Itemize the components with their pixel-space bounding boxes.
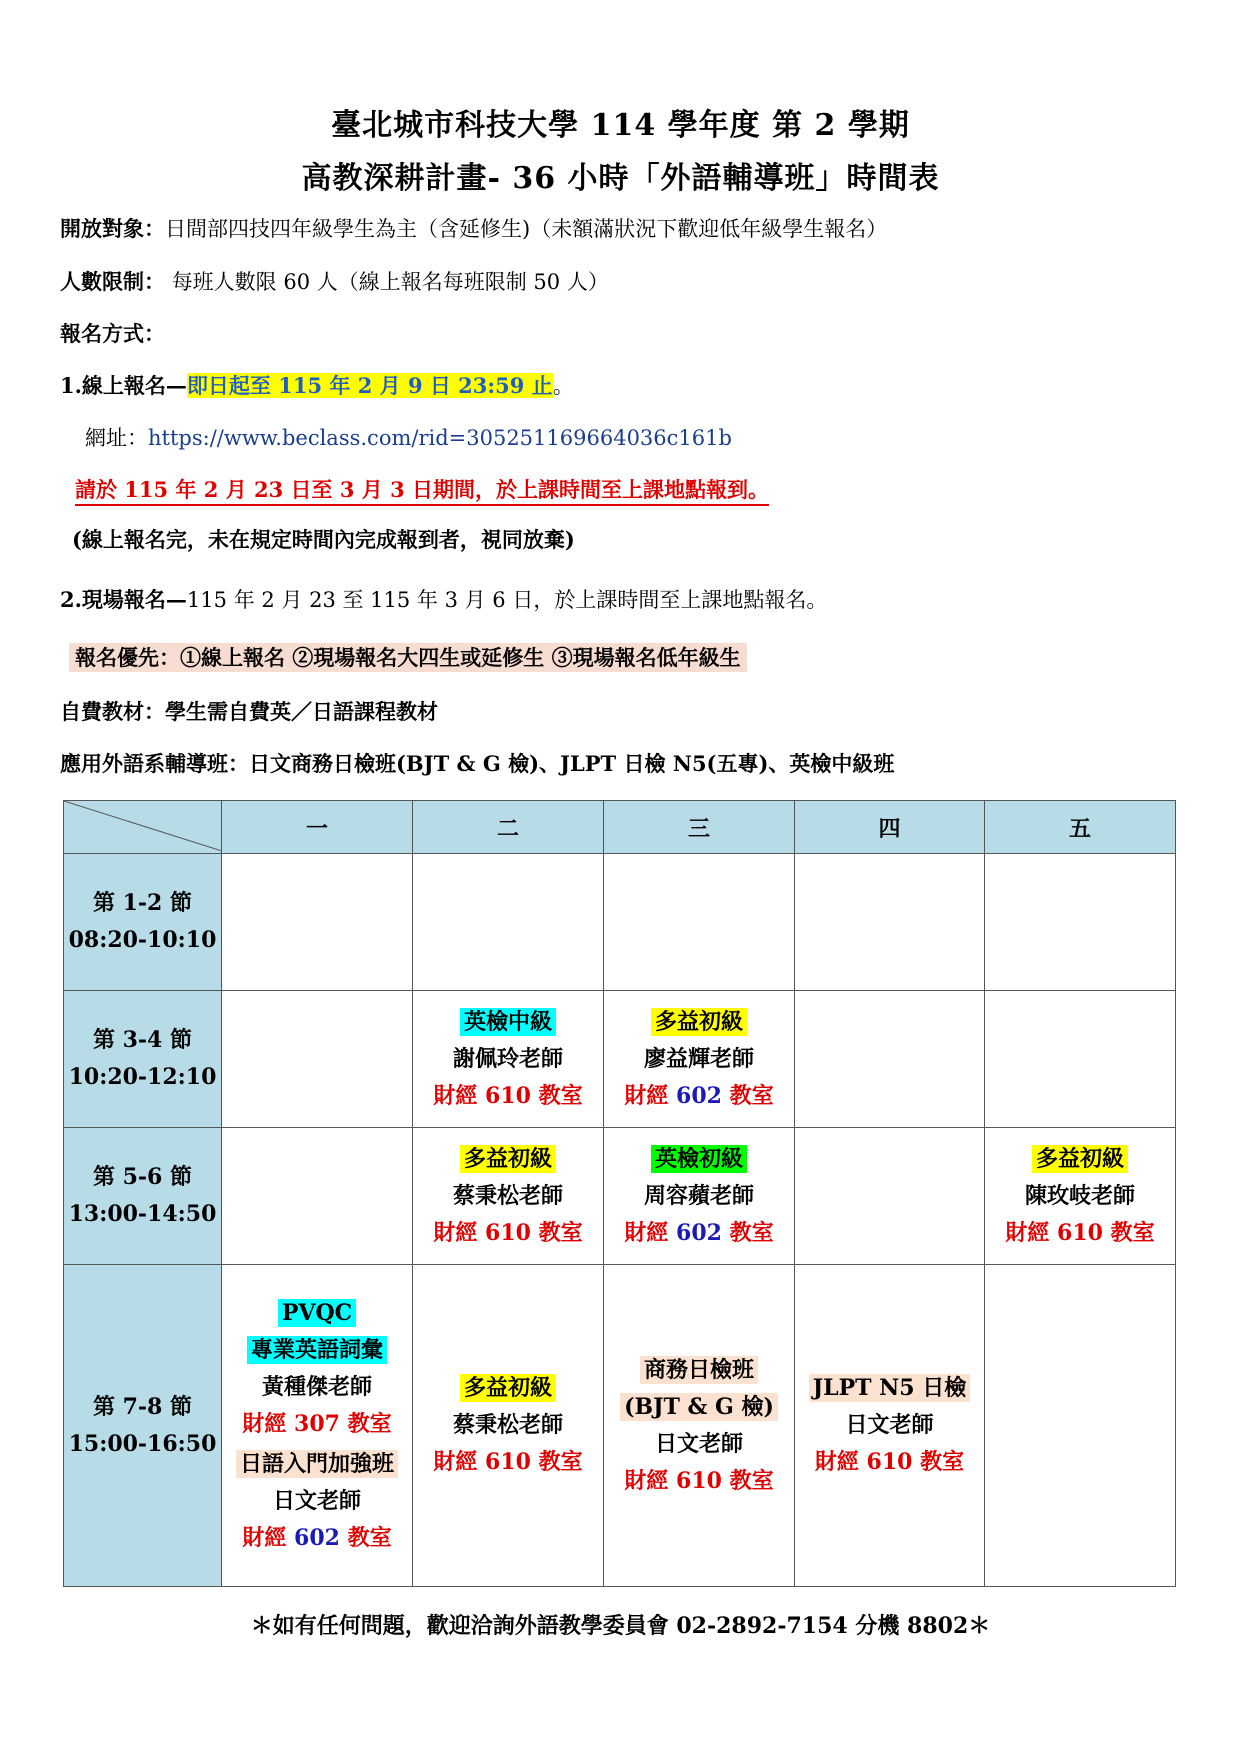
room: 財經 610 教室 — [1005, 1219, 1155, 1246]
course-name: PVQC — [278, 1299, 356, 1327]
course-name: 日語入門加強班 — [236, 1450, 398, 1478]
teacher-name: 謝佩玲老師 — [452, 1045, 563, 1072]
class-cell — [604, 1128, 795, 1265]
empty-cell — [222, 1128, 413, 1265]
day-header: 二 — [413, 801, 604, 854]
online-label: 1.線上報名— — [60, 373, 187, 398]
course-name: 多益初級 — [460, 1145, 556, 1173]
url-label: 網址： — [85, 426, 148, 450]
period-header: 第 3-4 節 10:20-12:10 — [64, 991, 222, 1128]
room: 財經 602 教室 — [242, 1524, 392, 1551]
day-header: 五 — [985, 801, 1176, 854]
limit-label: 人數限制： — [60, 269, 165, 294]
course-name: (BJT & G 檢) — [620, 1393, 778, 1421]
day-header: 四 — [795, 801, 985, 854]
priority-line — [69, 642, 747, 672]
period-header: 第 1-2 節 08:20-10:10 — [64, 854, 222, 991]
teacher-name: 周容蘋老師 — [643, 1182, 754, 1209]
forfeit-notice: (線上報名完，未在規定時間內完成報到者，視同放棄) — [72, 527, 575, 552]
room: 財經 610 教室 — [624, 1467, 774, 1494]
teacher-name: 黃種傑老師 — [261, 1373, 372, 1400]
online-period: 。 — [552, 374, 574, 398]
onsite-value: 115 年 2 月 23 至 115 年 3 月 6 日，於上課時間至上課地點報名。 — [186, 588, 828, 612]
class-cell — [222, 1265, 413, 1587]
period-header: 第 5-6 節 13:00-14:50 — [64, 1128, 222, 1265]
contact-footer: ＊如有任何問題，歡迎洽詢外語教學委員會 02-2892-7154 分機 8802＊ — [250, 1613, 991, 1639]
report-notice: 請於 115 年 2 月 23 日至 3 月 3 日期間，於上課時間至上課地點報到。 — [75, 477, 769, 506]
table-row — [64, 854, 1176, 991]
class-cell — [604, 1265, 795, 1587]
room: 財經 610 教室 — [433, 1449, 583, 1475]
teacher-name: 日文老師 — [845, 1412, 934, 1438]
room: 財經 307 教室 — [242, 1410, 392, 1437]
course-name: 英檢初級 — [651, 1145, 747, 1173]
course-name: 英檢中級 — [460, 1008, 556, 1036]
audience-value: 日間部四技四年級學生為主（含延修生)（未額滿狀況下歡迎低年級學生報名） — [165, 217, 888, 241]
empty-cell — [795, 991, 985, 1128]
course-name: 多益初級 — [651, 1008, 747, 1036]
class-cell — [413, 991, 604, 1128]
course-name: JLPT N5 日檢 — [809, 1374, 971, 1402]
online-signup-line — [60, 370, 574, 400]
signup-url-link[interactable]: https://www.beclass.com/rid=305251169664036c161b — [148, 426, 732, 450]
class-cell — [604, 991, 795, 1128]
room: 財經 610 教室 — [433, 1082, 583, 1109]
room: 財經 602 教室 — [624, 1219, 774, 1246]
room: 財經 610 教室 — [433, 1219, 583, 1246]
room: 財經 610 教室 — [814, 1449, 965, 1475]
empty-cell — [795, 1128, 985, 1265]
page-title: 臺北城市科技大學 114 學年度 第 2 學期 — [331, 108, 910, 143]
teacher-name: 廖益輝老師 — [643, 1045, 754, 1072]
teacher-name: 蔡秉松老師 — [452, 1182, 563, 1209]
table-row — [64, 991, 1176, 1128]
course-name: 多益初級 — [1032, 1145, 1128, 1173]
teacher-name: 蔡秉松老師 — [452, 1412, 563, 1438]
url-line — [85, 422, 732, 452]
signup-label: 報名方式： — [60, 321, 165, 346]
empty-cell — [795, 854, 985, 991]
priority-text: 報名優先：①線上報名 ②現場報名大四生或延修生 ③現場報名低年級生 — [69, 643, 747, 672]
limit-value: 每班人數限 60 人（線上報名每班限制 50 人） — [171, 270, 609, 294]
course-name: 多益初級 — [460, 1374, 556, 1402]
page-subtitle: 高教深耕計畫- 36 小時「外語輔導班」時間表 — [301, 161, 940, 196]
day-header: 三 — [604, 801, 795, 854]
period-header: 第 7-8 節 15:00-16:50 — [64, 1265, 222, 1587]
class-cell — [795, 1265, 985, 1587]
corner-cell — [64, 801, 222, 854]
empty-cell — [985, 991, 1176, 1128]
teacher-name: 日文老師 — [272, 1487, 361, 1514]
empty-cell — [604, 854, 795, 991]
empty-cell — [222, 854, 413, 991]
table-row — [64, 1128, 1176, 1265]
report-notice-line — [75, 474, 769, 504]
table-row — [64, 1265, 1176, 1587]
diagonal-line-icon — [64, 801, 222, 851]
materials-line: 自費教材：學生需自費英／日語課程教材 — [60, 699, 438, 724]
empty-cell — [413, 854, 604, 991]
schedule-table — [63, 800, 1176, 1587]
course-name: 商務日檢班 — [640, 1356, 758, 1384]
audience-line — [60, 213, 887, 243]
dept-classes-line: 應用外語系輔導班：日文商務日檢班(BJT & G 檢)、JLPT 日檢 N5(五專)、英檢中級班 — [60, 751, 895, 776]
day-header: 一 — [222, 801, 413, 854]
teacher-name: 日文老師 — [654, 1430, 743, 1457]
class-cell — [413, 1265, 604, 1587]
onsite-label: 2.現場報名— — [60, 587, 187, 612]
onsite-signup-line — [60, 584, 827, 614]
class-cell — [985, 1128, 1176, 1265]
course-name: 專業英語詞彙 — [247, 1336, 387, 1364]
empty-cell — [985, 1265, 1176, 1587]
class-cell — [413, 1128, 604, 1265]
table-header-row — [64, 801, 1176, 854]
audience-label: 開放對象： — [60, 216, 165, 241]
empty-cell — [222, 991, 413, 1128]
empty-cell — [985, 854, 1176, 991]
limit-line — [60, 266, 609, 296]
online-deadline: 即日起至 115 年 2 月 9 日 23:59 止 — [186, 373, 553, 398]
room: 財經 602 教室 — [624, 1082, 774, 1109]
teacher-name: 陳玫岐老師 — [1024, 1182, 1135, 1209]
